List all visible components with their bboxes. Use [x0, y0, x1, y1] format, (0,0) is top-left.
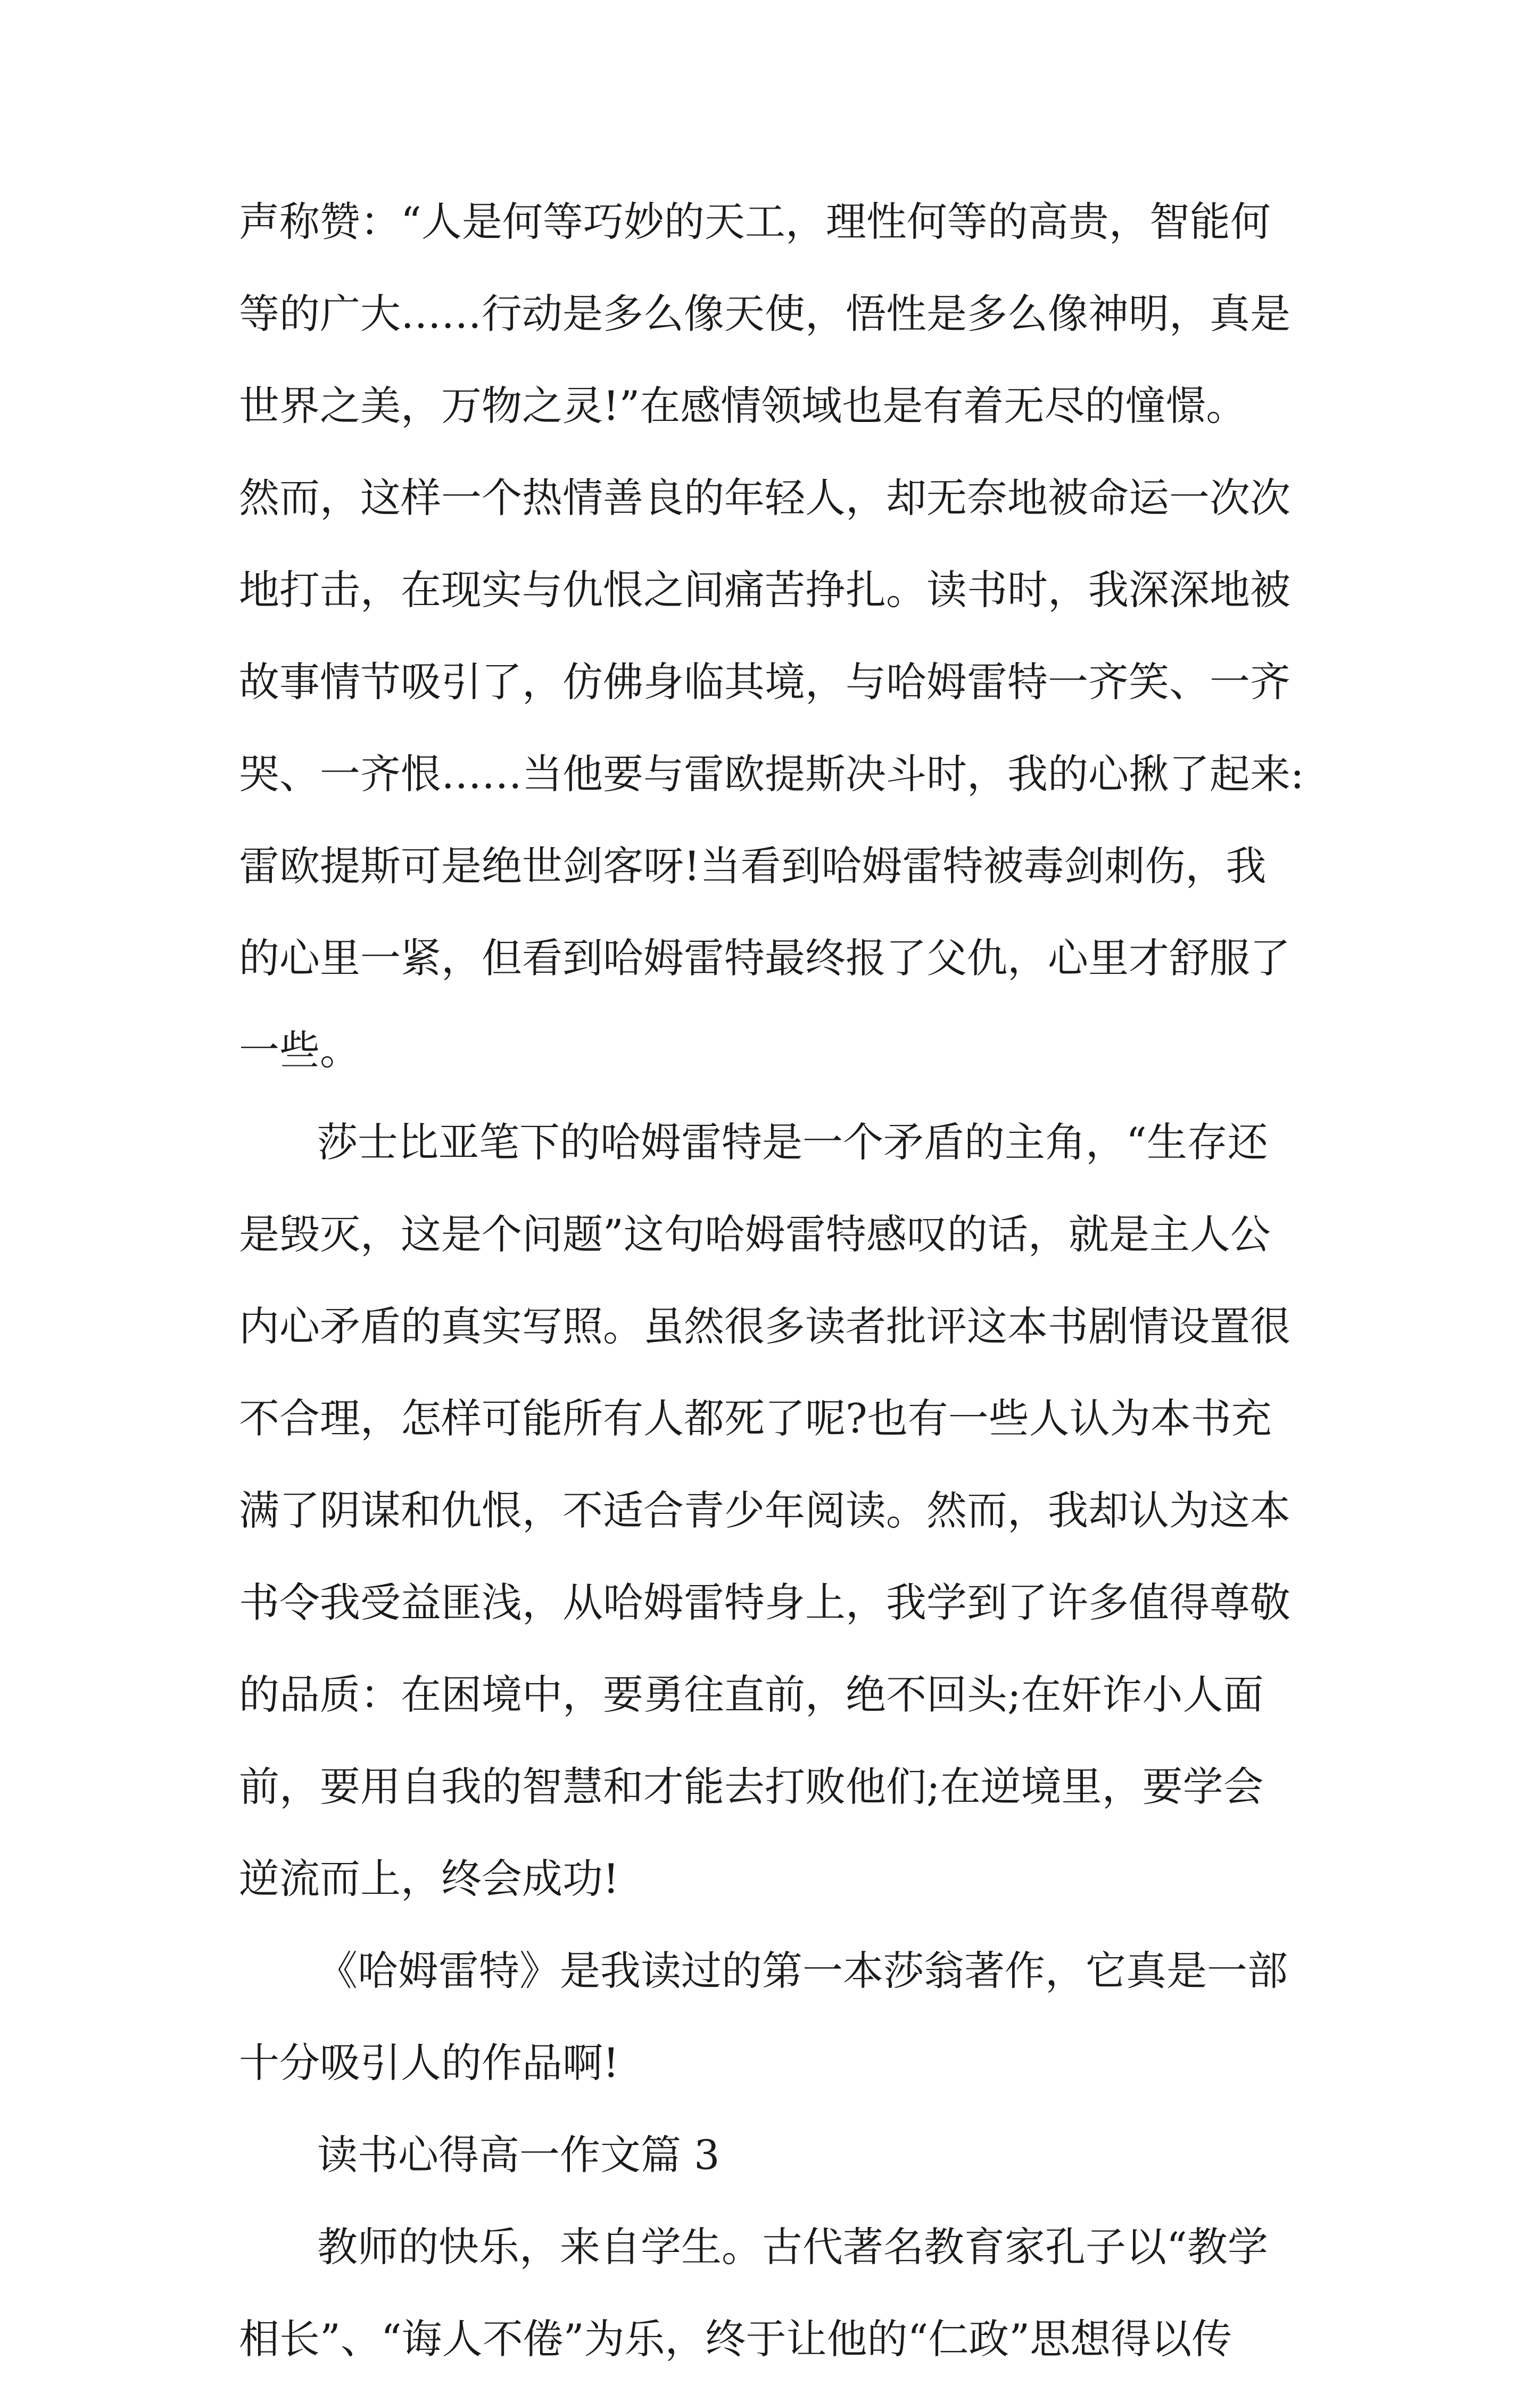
text-line: 哭、一齐恨……当他要与雷欧提斯决斗时，我的心揪了起来: [239, 750, 1304, 798]
text-line: 的心里一紧，但看到哈姆雷特最终报了父仇，心里才舒服了 [239, 934, 1290, 982]
paragraph-start-line: 教师的快乐，来自学生。古代著名教育家孔子以“教学 [317, 2223, 1268, 2271]
text-line: 一些。 [239, 1026, 360, 1074]
text-line: 前，要用自我的智慧和才能去打败他们;在逆境里，要学会 [239, 1763, 1264, 1810]
paragraph-start-line: 莎士比亚笔下的哈姆雷特是一个矛盾的主角，“生存还 [317, 1119, 1268, 1166]
section-heading: 读书心得高一作文篇 3 [317, 2131, 720, 2179]
text-line: 书令我受益匪浅，从哈姆雷特身上，我学到了许多值得尊敬 [239, 1579, 1290, 1626]
text-line: 世界之美，万物之灵!”在感情领域也是有着无尽的憧憬。 [239, 382, 1247, 429]
text-line: 逆流而上，终会成功! [239, 1855, 619, 1902]
text-line: 故事情节吸引了，仿佛身临其境，与哈姆雷特一齐笑、一齐 [239, 658, 1290, 706]
text-line: 声称赞：“人是何等巧妙的天工，理性何等的高贵，智能何 [239, 198, 1271, 245]
text-line: 等的广大……行动是多么像天使，悟性是多么像神明，真是 [239, 290, 1290, 337]
text-line: 然而，这样一个热情善良的年轻人，却无奈地被命运一次次 [239, 474, 1290, 521]
text-line: 满了阴谋和仇恨，不适合青少年阅读。然而，我却认为这本 [239, 1487, 1290, 1534]
text-line: 相长”、“诲人不倦”为乐，终于让他的“仁政”思想得以传 [239, 2315, 1232, 2363]
text-line: 是毁灭，这是个问题”这句哈姆雷特感叹的话，就是主人公 [239, 1211, 1271, 1258]
text-line: 不合理，怎样可能所有人都死了呢?也有一些人认为本书充 [239, 1395, 1272, 1442]
text-line: 的品质：在困境中，要勇往直前，绝不回头;在奸诈小人面 [239, 1671, 1264, 1718]
text-line: 地打击，在现实与仇恨之间痛苦挣扎。读书时，我深深地被 [239, 566, 1290, 614]
document-body [239, 176, 1319, 2385]
text-line: 十分吸引人的作品啊! [239, 2039, 619, 2086]
text-line: 内心矛盾的真实写照。虽然很多读者批评这本书剧情设置很 [239, 1303, 1290, 1350]
paragraph-start-line: 《哈姆雷特》是我读过的第一本莎翁著作，它真是一部 [317, 1947, 1288, 1994]
text-line: 雷欧提斯可是绝世剑客呀!当看到哈姆雷特被毒剑刺伤，我 [239, 842, 1266, 890]
